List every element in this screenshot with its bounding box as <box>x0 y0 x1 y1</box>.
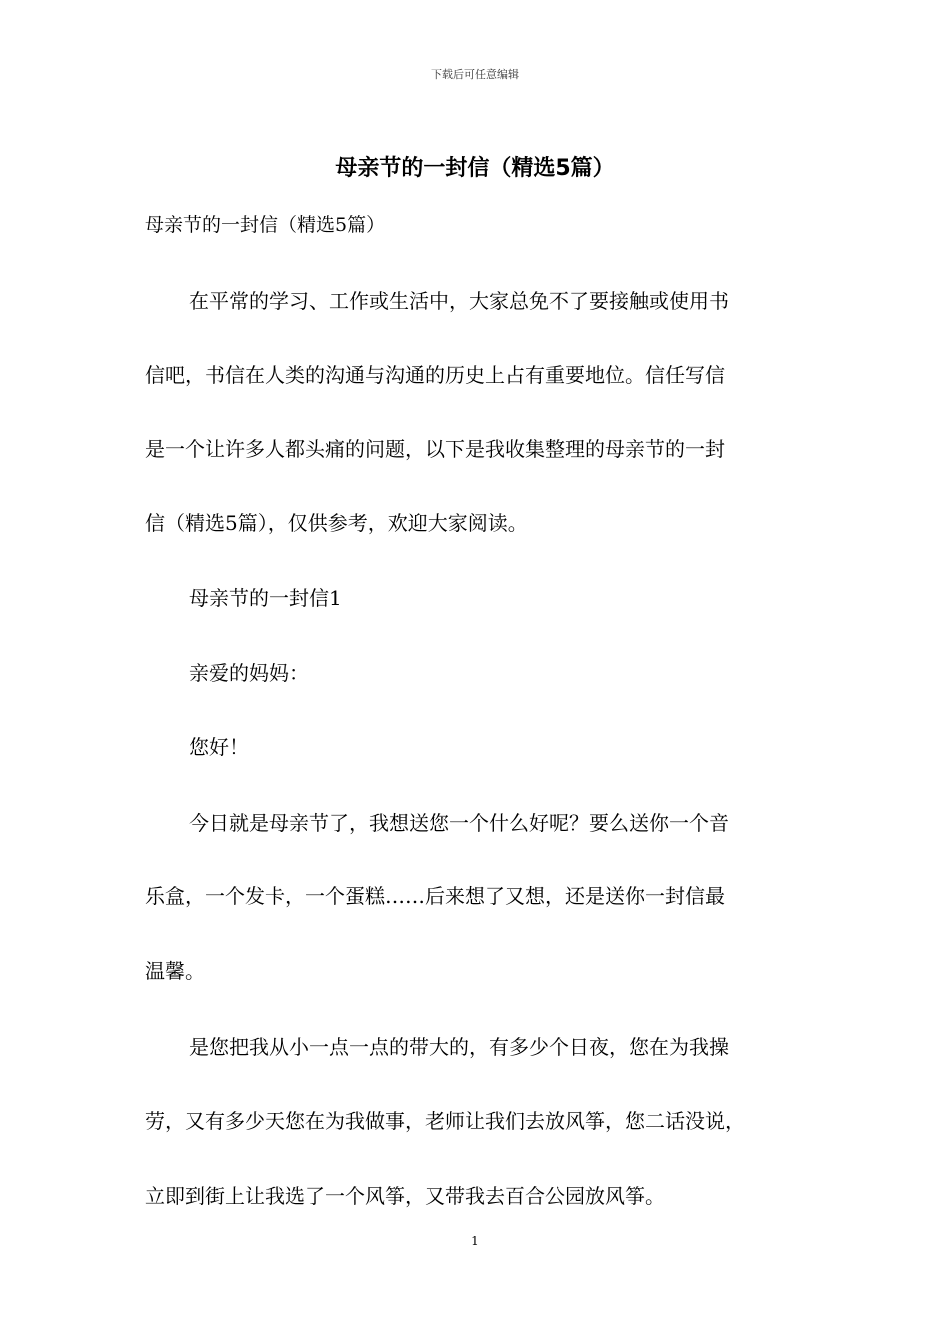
paragraph-line: 信（精选5篇），仅供参考，欢迎大家阅读。 <box>145 511 528 535</box>
header-note: 下载后可任意编辑 <box>431 68 519 81</box>
page-number: 1 <box>471 1234 479 1248</box>
paragraph-line: 温馨。 <box>145 959 205 983</box>
paragraph-line: 在平常的学习、工作或生活中，大家总免不了要接触或使用书 <box>189 289 729 313</box>
letter-salutation: 亲爱的妈妈： <box>189 661 309 685</box>
letter-greeting: 您好！ <box>189 735 249 759</box>
paragraph-line: 信吧，书信在人类的沟通与沟通的历史上占有重要地位。信任写信 <box>145 363 725 387</box>
paragraph-line: 立即到街上让我选了一个风筝，又带我去百合公园放风筝。 <box>145 1184 665 1208</box>
document-title: 母亲节的一封信（精选5篇） <box>335 156 615 181</box>
paragraph-line: 今日就是母亲节了，我想送您一个什么好呢？要么送你一个音 <box>189 811 729 835</box>
document-subtitle: 母亲节的一封信（精选5篇） <box>145 214 386 236</box>
paragraph-line: 是一个让许多人都头痛的问题，以下是我收集整理的母亲节的一封 <box>145 437 725 461</box>
paragraph-line: 乐盒，一个发卡，一个蛋糕……后来想了又想，还是送你一封信最 <box>145 884 725 908</box>
paragraph-line: 劳，又有多少天您在为我做事，老师让我们去放风筝，您二话没说， <box>145 1109 745 1133</box>
letter-heading: 母亲节的一封信1 <box>189 586 342 610</box>
paragraph-line: 是您把我从小一点一点的带大的，有多少个日夜，您在为我操 <box>189 1035 729 1059</box>
